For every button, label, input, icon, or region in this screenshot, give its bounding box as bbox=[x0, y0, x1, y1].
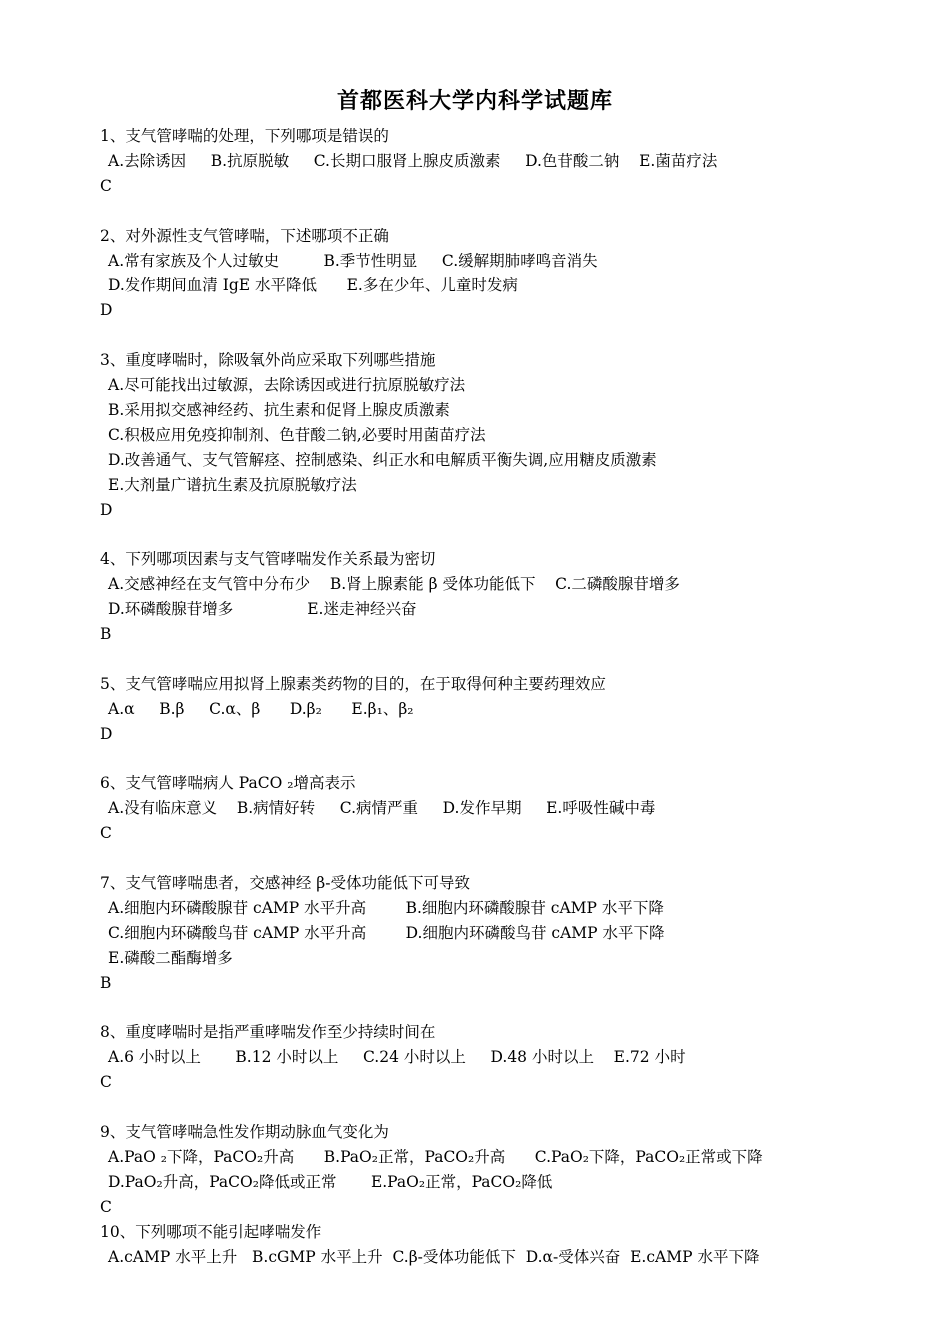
option-line: C.细胞内环磷酸鸟苷 cAMP 水平升高 D.细胞内环磷酸鸟苷 cAMP 水平下降 bbox=[108, 923, 665, 942]
option-line: A.去除诱因 B.抗原脱敏 C.长期口服肾上腺皮质激素 D.色苷酸二钠 E.菌苗疗法 bbox=[108, 151, 718, 170]
answer-line: C bbox=[100, 1197, 112, 1216]
option-line: D.PaO₂升高，PaCO₂降低或正常 E.PaO₂正常，PaCO₂降低 bbox=[108, 1172, 553, 1191]
option-line: A.cAMP 水平上升 B.cGMP 水平上升 C.β-受体功能低下 D.α-受体兴奋 E.cAMP 水平下降 bbox=[108, 1247, 760, 1266]
answer-line: D bbox=[100, 724, 113, 743]
answer-line: C bbox=[100, 176, 112, 195]
option-line: D.发作期间血清 IgE 水平降低 E.多在少年、儿童时发病 bbox=[108, 276, 518, 295]
question-text: 10、下列哪项不能引起哮喘发作 bbox=[100, 1222, 322, 1241]
answer-line: D bbox=[100, 500, 113, 519]
question-text: 9、支气管哮喘急性发作期动脉血气变化为 bbox=[100, 1123, 389, 1141]
question-text: 6、支气管哮喘病人 PaCO ₂增高表示 bbox=[100, 774, 356, 793]
option-line: D.环磷酸腺苷增多 E.迷走神经兴奋 bbox=[108, 600, 417, 619]
answer-line: C bbox=[100, 1073, 112, 1092]
answer-line: D bbox=[100, 301, 113, 320]
option-line: E.磷酸二酯酶增多 bbox=[108, 948, 233, 967]
option-line: A.细胞内环磷酸腺苷 cAMP 水平升高 B.细胞内环磷酸腺苷 cAMP 水平下降 bbox=[108, 898, 664, 917]
option-line: A.没有临床意义 B.病情好转 C.病情严重 D.发作早期 E.呼吸性碱中毒 bbox=[108, 799, 656, 818]
option-line: A.PaO ₂下降，PaCO₂升高 B.PaO₂正常，PaCO₂升高 C.PaO₂下降，PaCO₂正常或下降 bbox=[108, 1147, 763, 1166]
option-line: A.常有家族及个人过敏史 B.季节性明显 C.缓解期肺哮鸣音消失 bbox=[108, 251, 598, 270]
answer-line: B bbox=[100, 625, 112, 643]
option-line: A.6 小时以上 B.12 小时以上 C.24 小时以上 D.48 小时以上 E.72 小时 bbox=[108, 1048, 686, 1067]
question-text: 3、重度哮喘时，除吸氧外尚应采取下列哪些措施 bbox=[100, 351, 436, 370]
question-text: 1、支气管哮喘的处理，下列哪项是错误的 bbox=[100, 127, 389, 145]
answer-line: B bbox=[100, 973, 112, 992]
question-text: 2、对外源性支气管哮喘，下述哪项不正确 bbox=[100, 226, 389, 245]
option-line: C.积极应用免疫抑制剂、色苷酸二钠,必要时用菌苗疗法 bbox=[108, 425, 486, 444]
document-title: 首都医科大学内科学试题库 bbox=[336, 89, 613, 114]
option-line: D.改善通气、支气管解痉、控制感染、纠正水和电解质平衡失调,应用糖皮质激素 bbox=[108, 450, 657, 469]
option-line: A.α B.β C.α、β D.β₂ E.β₁、β₂ bbox=[108, 699, 414, 718]
question-text: 5、支气管哮喘应用拟肾上腺素类药物的目的，在于取得何种主要药理效应 bbox=[100, 674, 606, 693]
option-line: A.交感神经在支气管中分布少 B.肾上腺素能 β 受体功能低下 C.二磷酸腺苷增多 bbox=[108, 575, 680, 594]
option-line: A.尽可能找出过敏源，去除诱因或进行抗原脱敏疗法 bbox=[108, 376, 466, 394]
option-line: E.大剂量广谱抗生素及抗原脱敏疗法 bbox=[108, 475, 357, 494]
answer-line: C bbox=[100, 824, 112, 843]
question-text: 7、支气管哮喘患者，交感神经 β-受体功能低下可导致 bbox=[100, 874, 470, 892]
question-text: 8、重度哮喘时是指严重哮喘发作至少持续时间在 bbox=[100, 1023, 436, 1042]
option-line: B.采用拟交感神经药、抗生素和促肾上腺皮质激素 bbox=[108, 400, 450, 419]
question-text: 4、下列哪项因素与支气管哮喘发作关系最为密切 bbox=[100, 550, 436, 569]
